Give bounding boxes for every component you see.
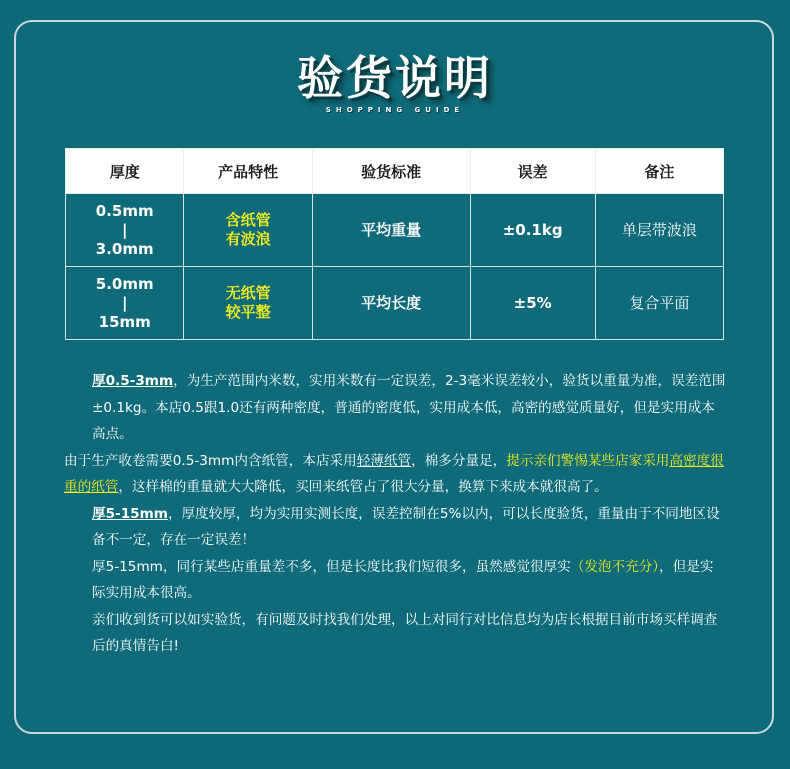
page-subtitle: SHOPPING GUIDE: [325, 106, 465, 114]
cell-property: [184, 194, 312, 267]
description-text: [64, 368, 726, 660]
header-note: 备注: [595, 149, 723, 194]
property-line: 较平整: [225, 303, 271, 321]
paragraph-text: ，为生产范围内米数，实用米数有一定误差，2-3毫米误差较小，验货以重量为准，误差范围±0.1kg。本店0.5跟1.0还有两种密度，普通的密度低，实用成本低，高密的感觉质量好，但是实用成本高点。: [92, 373, 726, 442]
header-error: 误差: [470, 149, 595, 194]
cell-standard: 平均重量: [312, 194, 470, 267]
cell-error: ±0.1kg: [470, 194, 595, 267]
cell-thickness: [66, 267, 184, 340]
paragraph-text: 由于生产收卷需要0.5-3mm内含纸管，本店采用: [64, 452, 357, 469]
warning-keyword: 高密度很重的纸管: [64, 452, 724, 495]
paragraph-thick: [64, 501, 726, 554]
property-line: 无纸管: [225, 284, 271, 302]
thickness-min: 5.0mm: [95, 274, 154, 293]
table-row: [66, 267, 724, 340]
inspection-table: [65, 148, 724, 340]
thickness-max: 3.0mm: [95, 239, 154, 258]
paragraph-text: ，这样棉的重量就大大降低，买回来纸管占了很大分量，换算下来成本就很高了。: [118, 479, 608, 495]
table-header-row: [66, 149, 724, 194]
cell-error: ±5%: [470, 267, 595, 340]
thickness-min: 0.5mm: [95, 201, 154, 220]
cell-note: 复合平面: [595, 267, 723, 340]
thickness-separator: |: [121, 220, 128, 239]
thickness-max: 15mm: [98, 312, 151, 331]
cell-note: 单层带波浪: [595, 194, 723, 267]
thickness-separator: |: [121, 293, 128, 312]
property-line: 有波浪: [225, 230, 271, 248]
property-line: 含纸管: [225, 211, 271, 229]
cell-standard: 平均长度: [312, 267, 470, 340]
warning-text: 提示亲们警惕某些店家采用: [506, 452, 670, 469]
paragraph-tube: [64, 448, 726, 501]
header-thickness: 厚度: [66, 149, 184, 194]
paragraph-text: ，厚度较厚，均为实用实测长度，误差控制在5%以内，可以长度验货，重量由于不同地区设备不一定，存在一定误差！: [92, 505, 720, 548]
cell-thickness: [66, 194, 184, 267]
header-property: 产品特性: [184, 149, 312, 194]
paragraph-text: ，棉多分量足，: [411, 452, 507, 469]
table-row: [66, 194, 724, 267]
page-title: 验货说明: [297, 51, 493, 105]
paragraph-text: 厚5-15mm，同行某些店重量差不多，但是长度比我们短很多，虽然感觉很厚实: [92, 558, 571, 575]
keyword-light-tube: 轻薄纸管: [356, 452, 412, 469]
keyword-thin: 厚0.5-3mm: [92, 373, 174, 389]
paragraph-text: ，但是实际实用成本很高。: [92, 558, 714, 601]
foam-note: （发泡不充分）: [570, 558, 660, 575]
header-standard: 验货标准: [312, 149, 470, 194]
paragraph-thin: [64, 368, 726, 448]
paragraph-compare: [64, 554, 726, 607]
keyword-thick: 厚5-15mm: [92, 505, 168, 522]
cell-property: [184, 267, 312, 340]
paragraph-closing: 亲们收到货可以如实验货，有问题及时找我们处理，以上对同行对比信息均为店长根据目前市场买样调查后的真情告白!: [92, 611, 718, 654]
